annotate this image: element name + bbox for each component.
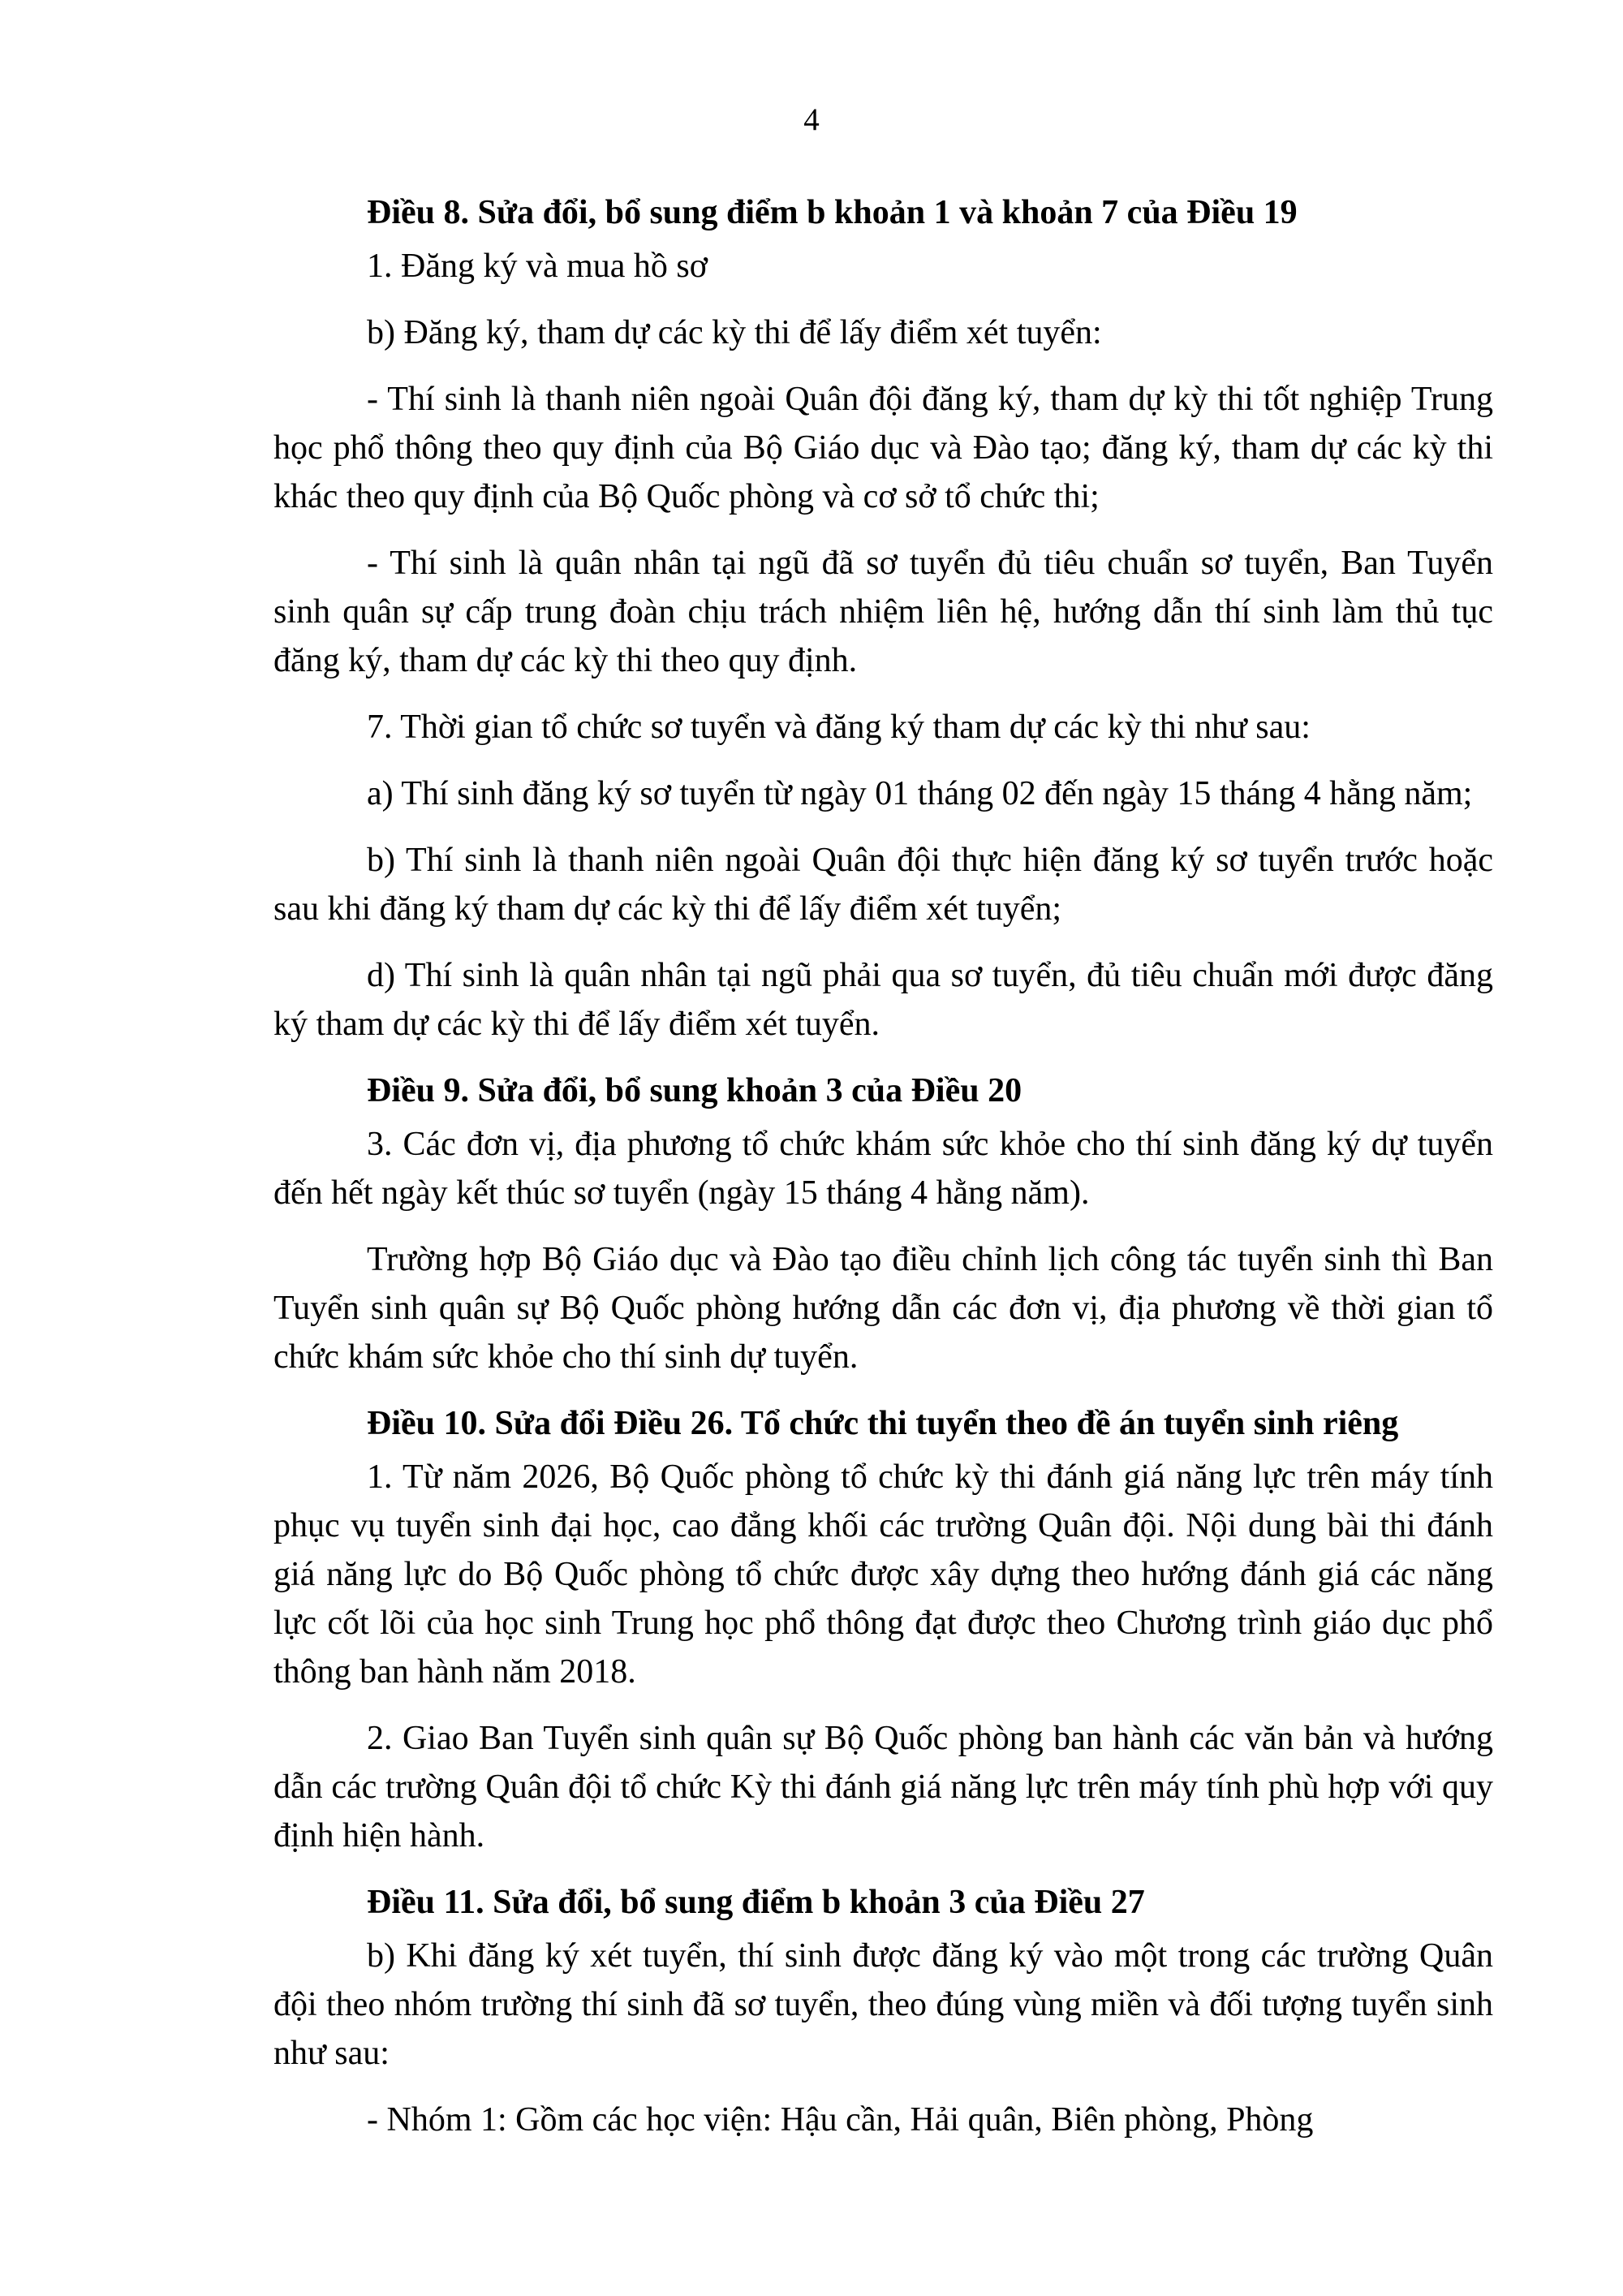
paragraph: - Thí sinh là quân nhân tại ngũ đã sơ tuyển đủ tiêu chuẩn sơ tuyển, Ban Tuyển sinh quân sự cấp trung đoàn chịu trách nhiệm liên hệ, hướng dẫn thí sinh làm thủ tục đăng ký, tham dự các kỳ thi theo quy định. (273, 545, 1493, 679)
paragraph: b) Thí sinh là thanh niên ngoài Quân đội thực hiện đăng ký sơ tuyển trước hoặc sau khi đăng ký tham dự các kỳ thi để lấy điểm xét tuyển; (273, 842, 1493, 928)
paragraph: b) Khi đăng ký xét tuyển, thí sinh được đăng ký vào một trong các trường Quân đội theo nhóm trường thí sinh đã sơ tuyển, theo đúng vùng miền và đối tượng tuyển sinh như sau: (273, 1937, 1493, 2072)
paragraph: - Thí sinh là thanh niên ngoài Quân đội đăng ký, tham dự kỳ thi tốt nghiệp Trung học phổ thông theo quy định của Bộ Giáo dục và Đào tạo; đăng ký, tham dự các kỳ thi khác theo quy định của Bộ Quốc phòng và cơ sở tổ chức thi; (273, 381, 1493, 515)
paragraph: 1. Đăng ký và mua hồ sơ (367, 248, 708, 285)
paragraph: - Nhóm 1: Gồm các học viện: Hậu cần, Hải quân, Biên phòng, Phòng (367, 2101, 1314, 2139)
paragraph: 2. Giao Ban Tuyển sinh quân sự Bộ Quốc phòng ban hành các văn bản và hướng dẫn các trường Quân đội tổ chức Kỳ thi đánh giá năng lực trên máy tính phù hợp với quy định hiện hành. (273, 1720, 1493, 1854)
paragraph: d) Thí sinh là quân nhân tại ngũ phải qua sơ tuyển, đủ tiêu chuẩn mới được đăng ký tham dự các kỳ thi để lấy điểm xét tuyển. (273, 957, 1493, 1043)
paragraph: 7. Thời gian tổ chức sơ tuyển và đăng ký tham dự các kỳ thi như sau: (367, 709, 1311, 746)
article-heading: Điều 9. Sửa đổi, bổ sung khoản 3 của Điều 20 (367, 1072, 1022, 1109)
page-number: 4 (803, 102, 820, 137)
paragraph: 1. Từ năm 2026, Bộ Quốc phòng tổ chức kỳ thi đánh giá năng lực trên máy tính phục vụ tuyển sinh đại học, cao đẳng khối các trường Quân đội. Nội dung bài thi đánh giá năng lực do Bộ Quốc phòng tổ chức được xây dựng theo hướng đánh giá các năng lực cốt lõi của học sinh Trung học phổ thông đạt được theo Chương trình giáo dục phổ thông ban hành năm 2018. (273, 1458, 1493, 1691)
paragraph: 3. Các đơn vị, địa phương tổ chức khám sức khỏe cho thí sinh đăng ký dự tuyển đến hết ngày kết thúc sơ tuyển (ngày 15 tháng 4 hằng năm). (273, 1126, 1493, 1212)
paragraph: b) Đăng ký, tham dự các kỳ thi để lấy điểm xét tuyển: (367, 314, 1102, 351)
document-body (273, 188, 1493, 2162)
article-heading: Điều 11. Sửa đổi, bổ sung điểm b khoản 3 của Điều 27 (367, 1884, 1145, 1921)
paragraph: Trường hợp Bộ Giáo dục và Đào tạo điều chỉnh lịch công tác tuyển sinh thì Ban Tuyển sinh quân sự Bộ Quốc phòng hướng dẫn các đơn vị, địa phương về thời gian tổ chức khám sức khỏe cho thí sinh dự tuyển. (273, 1241, 1493, 1376)
article-heading: Điều 8. Sửa đổi, bổ sung điểm b khoản 1 và khoản 7 của Điều 19 (367, 194, 1298, 231)
paragraph: a) Thí sinh đăng ký sơ tuyển từ ngày 01 tháng 02 đến ngày 15 tháng 4 hằng năm; (367, 775, 1473, 812)
article-heading: Điều 10. Sửa đổi Điều 26. Tổ chức thi tuyển theo đề án tuyển sinh riêng (367, 1405, 1399, 1442)
